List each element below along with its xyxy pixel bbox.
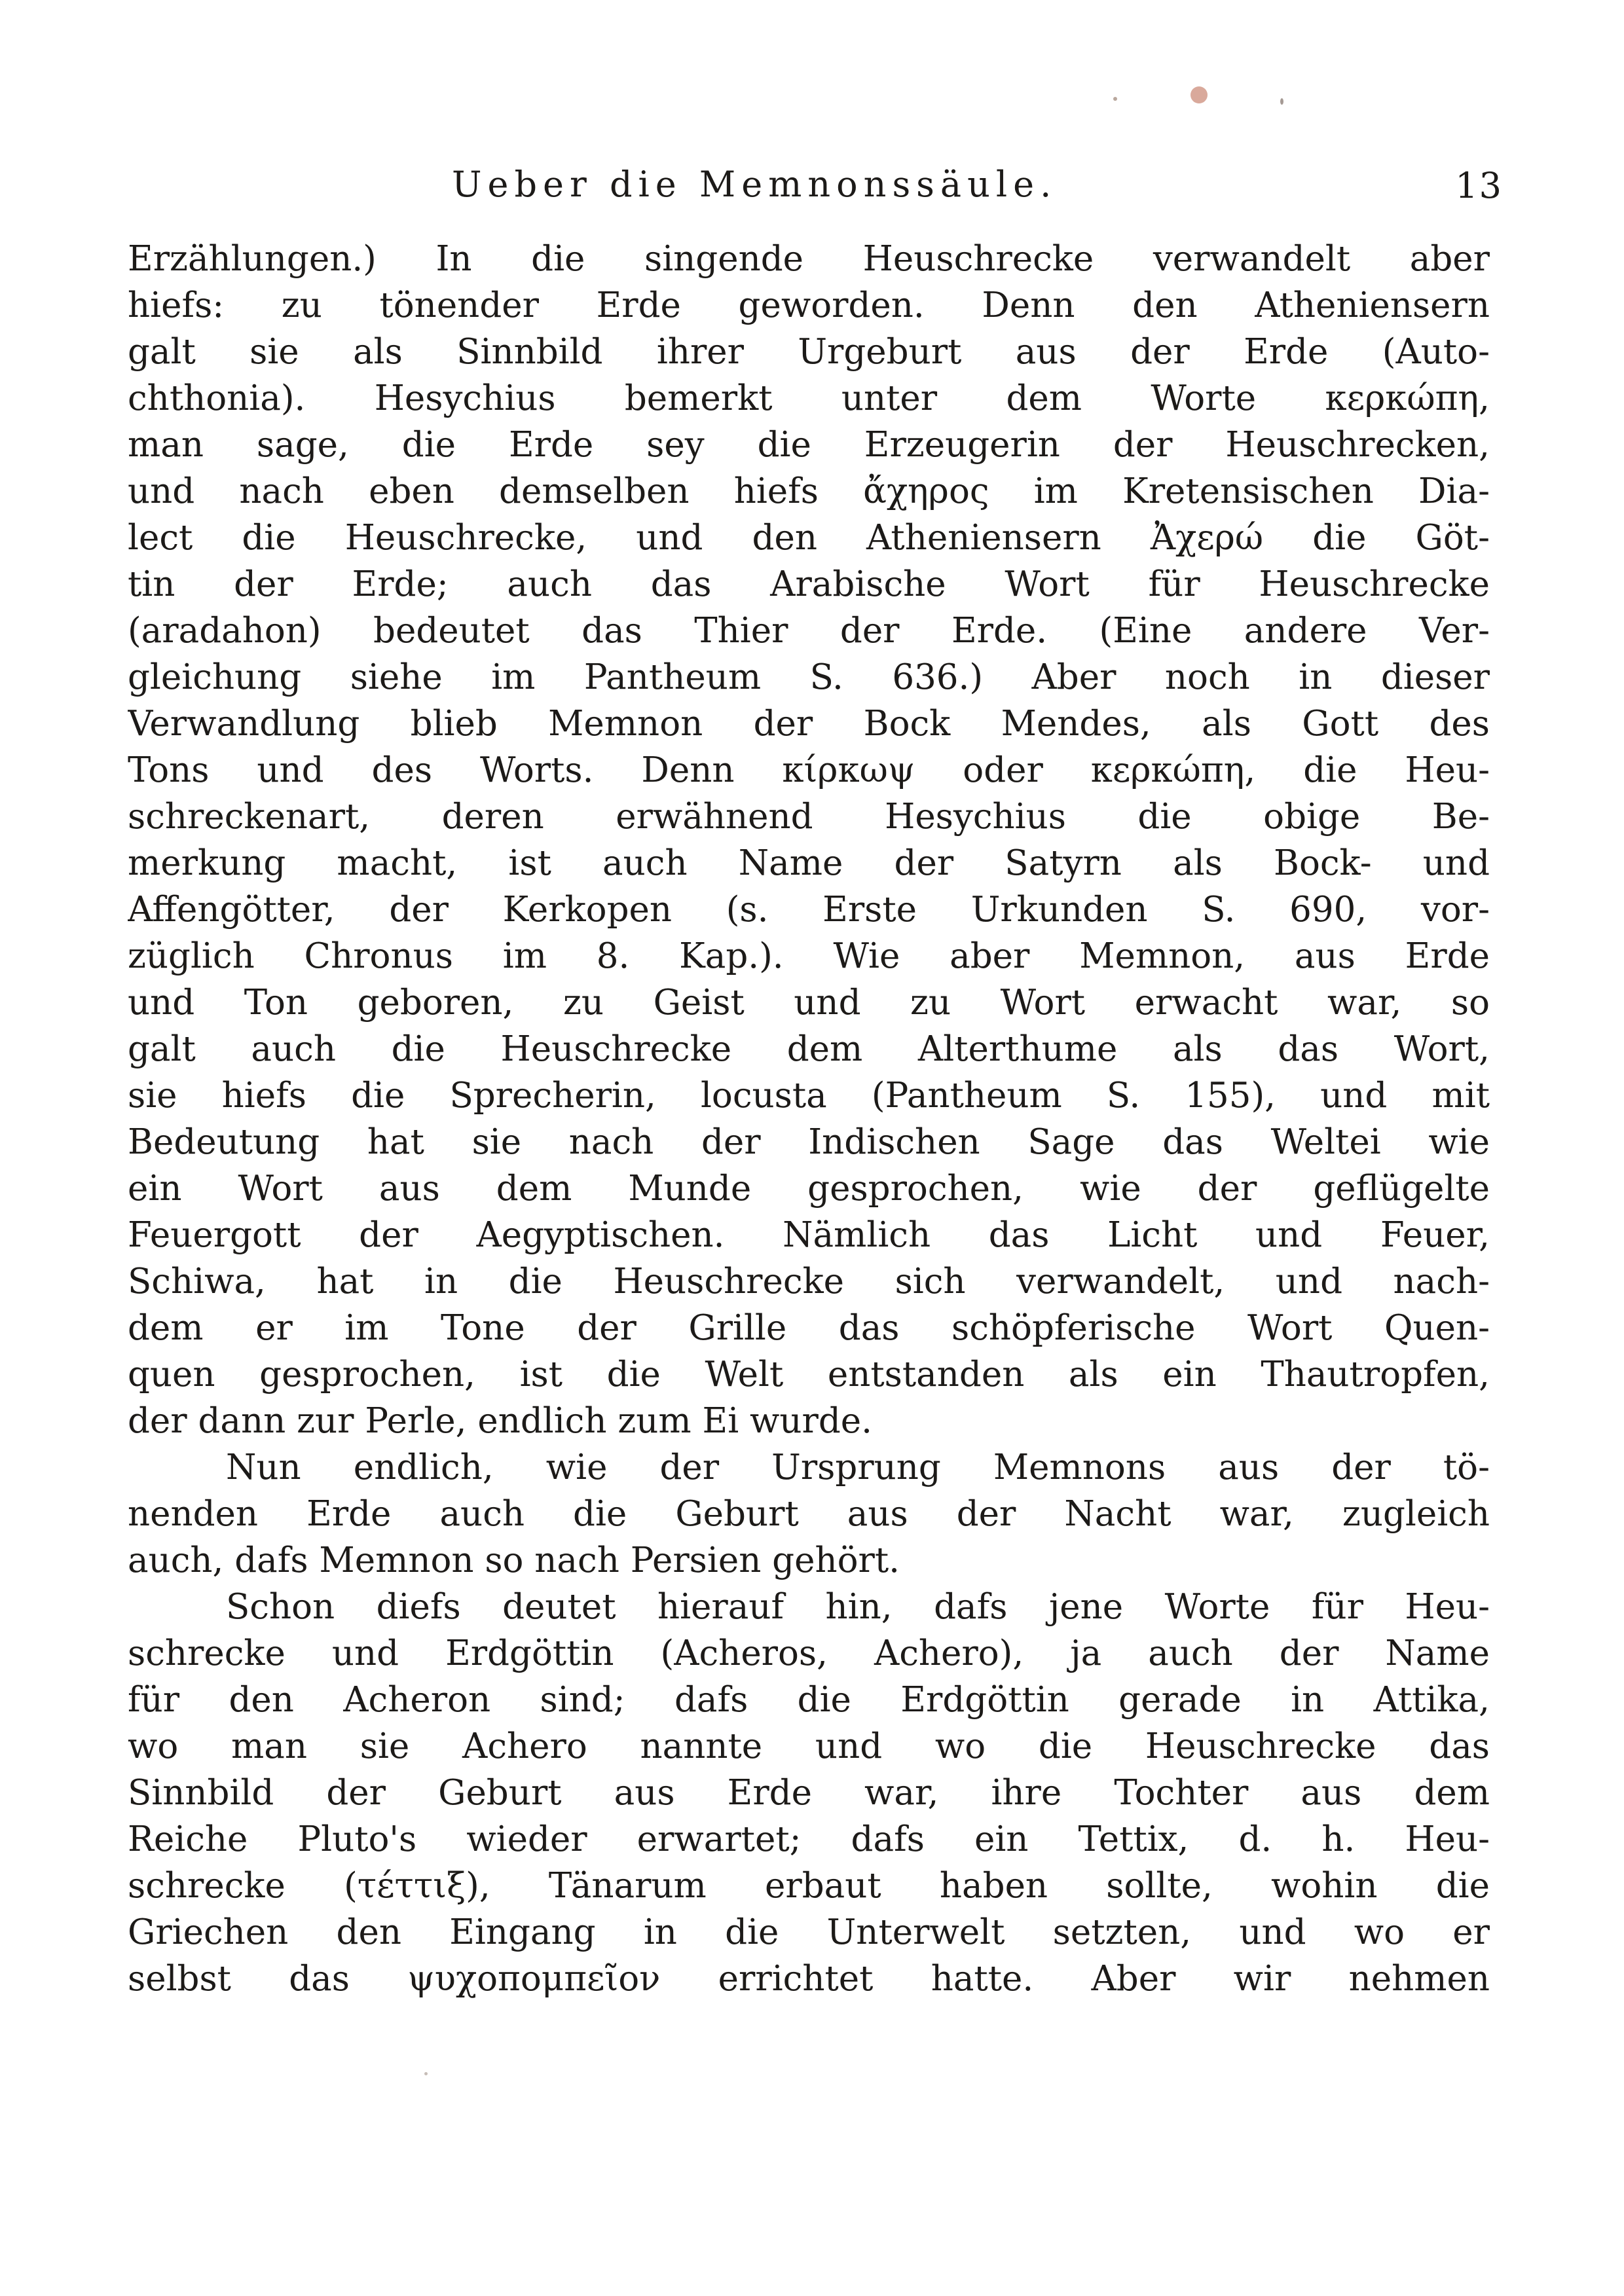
text-line: Affengötter, der Kerkopen (s. Erste Urkunden S. 690, vor- (128, 890, 1490, 930)
text-line: für den Acheron sind; dafs die Erdgöttin gerade in Attika, (128, 1680, 1490, 1720)
text-line: Reiche Pluto's wieder erwartet; dafs ein Tettix, d. h. Heu- (128, 1819, 1490, 1859)
ink-speck (1280, 98, 1283, 105)
text-line: schrecke (τέττιξ), Tänarum erbaut haben sollte, wohin die (128, 1866, 1490, 1906)
text-line: tin der Erde; auch das Arabische Wort für Heuschrecke (128, 564, 1490, 604)
text-line: galt auch die Heuschrecke dem Alterthume als das Wort, (128, 1029, 1490, 1069)
text-line: schrecke und Erdgöttin (Acheros, Achero), ja auch der Name (128, 1633, 1490, 1673)
page-number: 13 (1455, 165, 1503, 206)
text-line: sie hiefs die Sprecherin, locusta (Pantheum S. 155), und mit (128, 1076, 1490, 1116)
text-line: Verwandlung blieb Memnon der Bock Mendes, als Gott des (128, 704, 1490, 744)
text-line: galt sie als Sinnbild ihrer Urgeburt aus der Erde (Auto- (128, 332, 1490, 372)
text-line: und nach eben demselben hiefs ἄχηρος im Kretensischen Dia- (128, 471, 1490, 511)
text-line: gleichung siehe im Pantheum S. 636.) Aber noch in dieser (128, 657, 1490, 697)
text-line: züglich Chronus im 8. Kap.). Wie aber Memnon, aus Erde (128, 936, 1490, 976)
text-line: wo man sie Achero nannte und wo die Heuschrecke das (128, 1726, 1490, 1766)
page-header (128, 151, 1503, 210)
text-line: Schiwa, hat in die Heuschrecke sich verwandelt, und nach- (128, 1262, 1490, 1302)
ink-speck (1113, 97, 1117, 101)
text-line: Griechen den Eingang in die Unterwelt setzten, und wo er (128, 1912, 1490, 1952)
text-line: und Ton geboren, zu Geist und zu Wort erwacht war, so (128, 983, 1490, 1023)
text-line: man sage, die Erde sey die Erzeugerin der Heuschrecken, (128, 425, 1490, 465)
text-line: lect die Heuschrecke, und den Atheniensern Ἀχερώ die Göt- (128, 518, 1490, 558)
text-line: quen gesprochen, ist die Welt entstanden als ein Thautropfen, (128, 1355, 1490, 1394)
text-line: Bedeutung hat sie nach der Indischen Sage das Weltei wie (128, 1122, 1490, 1162)
ink-speck (424, 2072, 428, 2075)
paragraph-end-line: auch, dafs Memnon so nach Persien gehört. (128, 1540, 900, 1580)
text-line: selbst das ψυχοπομπεῖον errichtet hatte. Aber wir nehmen (128, 1959, 1490, 1999)
paragraph-start-line: Schon diefs deutet hierauf hin, dafs jene Worte für Heu- (226, 1587, 1490, 1627)
text-line: chthonia). Hesychius bemerkt unter dem Worte κερκώπη, (128, 378, 1490, 418)
text-line: nenden Erde auch die Geburt aus der Nacht war, zugleich (128, 1494, 1490, 1534)
text-line: Sinnbild der Geburt aus Erde war, ihre Tochter aus dem (128, 1773, 1490, 1813)
ink-stain (1190, 86, 1208, 103)
text-line: dem er im Tone der Grille das schöpferische Wort Quen- (128, 1308, 1490, 1348)
text-line: Feuergott der Aegyptischen. Nämlich das Licht und Feuer, (128, 1215, 1490, 1255)
text-line: merkung macht, ist auch Name der Satyrn als Bock- und (128, 843, 1490, 883)
body-text (128, 236, 1490, 2002)
paragraph-start-line: Nun endlich, wie der Ursprung Memnons aus der tö- (226, 1448, 1490, 1487)
text-line: (aradahon) bedeutet das Thier der Erde. (Eine andere Ver- (128, 611, 1490, 651)
text-line: schreckenart, deren erwähnend Hesychius die obige Be- (128, 797, 1490, 837)
text-line: ein Wort aus dem Munde gesprochen, wie der geflügelte (128, 1169, 1490, 1209)
paragraph-end-line: der dann zur Perle, endlich zum Ei wurde. (128, 1401, 872, 1441)
running-title: Ueber die Memnonssäule. (452, 164, 1058, 205)
text-line: Erzählungen.) In die singende Heuschrecke verwandelt aber (128, 239, 1490, 279)
text-line: hiefs: zu tönender Erde geworden. Denn den Atheniensern (128, 285, 1490, 325)
text-line: Tons und des Worts. Denn κίρκωψ oder κερκώπη, die Heu- (128, 750, 1490, 790)
